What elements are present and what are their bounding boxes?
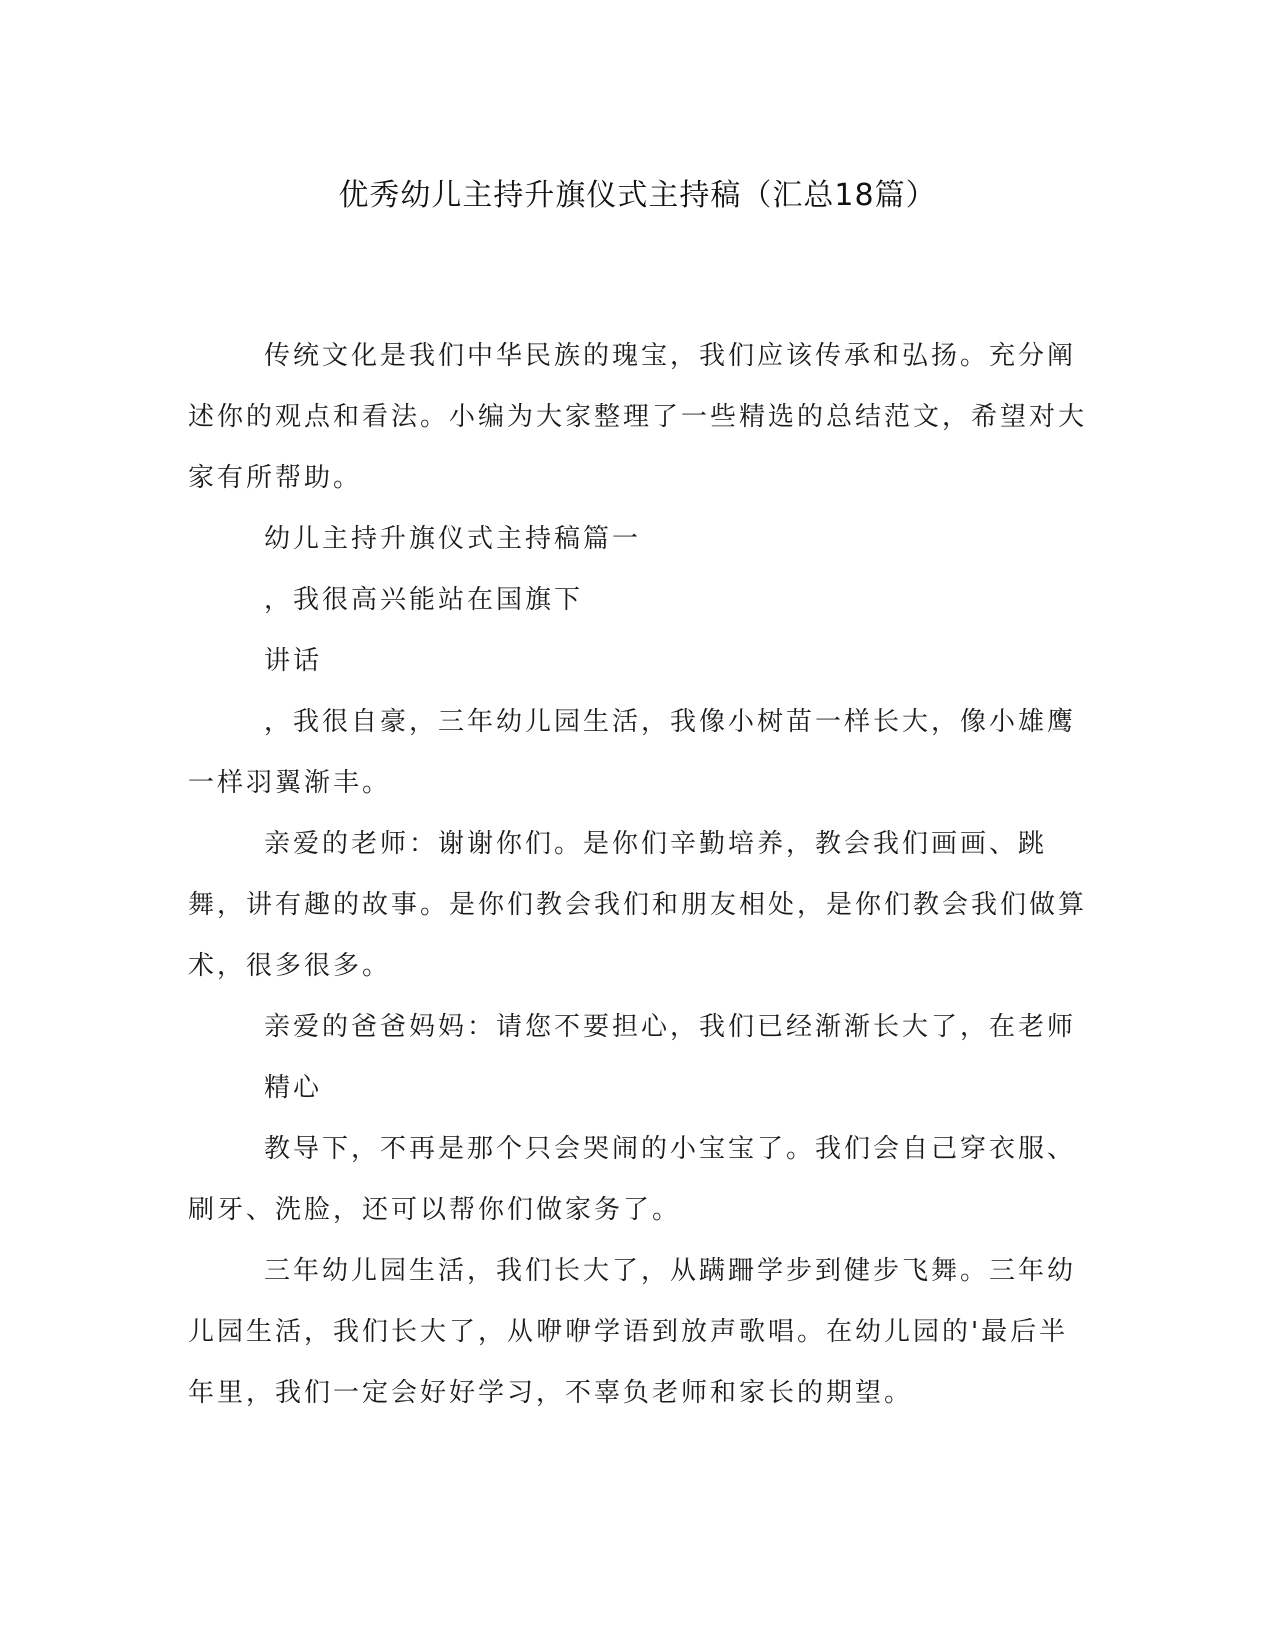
paragraph: ，我很高兴能站在国旗下 [264, 585, 584, 615]
paragraph: ，我很自豪，三年幼儿园生活，我像小树苗一样长大，像小雄鹰一样羽翼渐丰。 [188, 707, 1077, 798]
paragraph: 精心 [264, 1073, 323, 1103]
paragraph: 教导下，不再是那个只会哭闹的小宝宝了。我们会自己穿衣服、刷牙、洗脸，还可以帮你们做家务了。 [188, 1134, 1077, 1225]
paragraph-section-heading: 幼儿主持升旗仪式主持稿篇一 [264, 524, 642, 554]
paragraph: 亲爱的爸爸妈妈：请您不要担心，我们已经渐渐长大了，在老师 [264, 1012, 1077, 1042]
paragraph: 亲爱的老师：谢谢你们。是你们辛勤培养，教会我们画画、跳舞，讲有趣的故事。是你们教会我们和朋友相处，是你们教会我们做算术，很多很多。 [188, 829, 1088, 981]
document-body [188, 326, 1088, 1424]
paragraph: 三年幼儿园生活，我们长大了，从蹒跚学步到健步飞舞。三年幼儿园生活，我们长大了，从咿咿学语到放声歌唱。在幼儿园的'最后半年里，我们一定会好好学习，不辜负老师和家长的期望。 [188, 1256, 1077, 1408]
paragraph-intro: 传统文化是我们中华民族的瑰宝，我们应该传承和弘扬。充分阐述你的观点和看法。小编为大家整理了一些精选的总结范文，希望对大家有所帮助。 [188, 341, 1088, 493]
paragraph: 讲话 [264, 646, 323, 676]
document-title: 优秀幼儿主持升旗仪式主持稿（汇总18篇） [338, 178, 937, 213]
